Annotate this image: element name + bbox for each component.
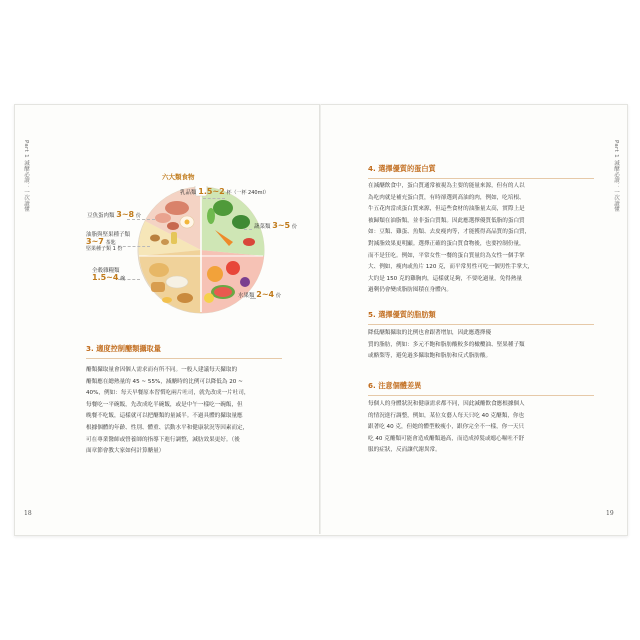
section-line: 質的脂肪，例如：多元不飽和脂肪酸較多的橄欖油、堅果種子類 [368, 341, 525, 348]
section-line: 40%，例如：每天早餐原本習慣吃兩片吐司，就先改成一片吐司， [86, 390, 250, 397]
section-line: 或酪梨等，避免過多攝取飽和脂肪和反式脂肪酸。 [368, 353, 492, 360]
section-line: 跟著吃 40 克，但她的體型較瘦小，跟你完全不一樣，你一天只 [368, 424, 525, 431]
section-6-body [368, 399, 594, 457]
section-line: 為吃肉就是補充蛋白質，有時卻選到高油的肉，例如，吃培根、 [368, 194, 525, 201]
leader-line-vegetables [244, 229, 252, 230]
plate-label-protein [87, 211, 141, 220]
oils-unit: 茶匙 [105, 240, 116, 247]
section-line: 吃 40 克醣類可能會造成醣類過高，而造成掉髮或噁心嘔吐不舒 [368, 435, 525, 442]
grains-value: 1.5~4 [92, 273, 119, 283]
dairy-unit: 杯（一杯 240ml） [226, 190, 269, 196]
section-line: 晚餐不吃飯，這樣就可以把醣類的量減半。不過具體的攝取量應 [86, 413, 243, 420]
plate-title: 六大類食物 [162, 173, 195, 181]
section-4-body [368, 181, 594, 297]
page-number-left: 18 [24, 510, 32, 517]
plate-label-grains [92, 268, 125, 283]
grains-unit: 碗 [120, 276, 126, 283]
section-line: 牛五花肉當成蛋白質來源，但這些食材的油脂量太高，實際上是 [368, 206, 525, 213]
section-line: 醣類攝取量會因個人需求而有所不同。一般人建議每天攝取的 [86, 367, 238, 373]
oils-extra: 堅果種子類 1 份 [86, 245, 123, 252]
oils-value: 3~7 [86, 237, 104, 247]
dairy-name: 乳品類 [180, 190, 197, 196]
leader-line-dairy [203, 198, 225, 199]
section-3-body [86, 365, 282, 458]
section-line: 醣類應在總熱量的 45 ~ 55%，減醣時的比例可以降低為 20 ~ [86, 378, 243, 385]
section-line: 如：豆類、雞蛋、魚類、去皮瘦肉等，才能獲得高品質的蛋白質， [368, 229, 531, 236]
section-line: 大、例如，瘦肉或魚片 120 克，而平常男性可吃一個男性手掌大， [368, 264, 534, 271]
protein-name: 豆魚蛋肉類 [87, 213, 115, 219]
section-4-heading: 4. 選擇優質的蛋白質 [368, 164, 594, 179]
section-line: 降低醣類攝取的比例也會跟著增加，因此應選擇優 [368, 330, 492, 336]
plate-label-fruits [238, 291, 281, 300]
oils-name: 油脂與堅果種子類 [86, 232, 131, 238]
fruits-name: 水果類 [238, 293, 255, 299]
vegetables-value: 3~5 [272, 221, 291, 230]
plate-label-oils [86, 232, 130, 252]
running-head-right: Part 1 減醣必讀：一次讀懂 [613, 140, 619, 213]
section-6-heading: 6. 注意個體差異 [368, 381, 594, 396]
fruits-unit: 份 [275, 293, 281, 299]
section-5-heading: 5. 選擇優質的脂肪類 [368, 310, 594, 325]
section-line: 而不是狂吃。例如，平常女性一餐的蛋白質量約為女性一個手掌 [368, 252, 525, 259]
section-line: 在減醣飲食中，蛋白質通常被視為主要的能量來源，但有的人以 [368, 183, 525, 189]
protein-value: 3~8 [116, 210, 135, 219]
section-line: 大約是 150 克的雞胸肉，這樣就足夠，不要吃過量，免得熱量 [368, 275, 523, 282]
vegetables-name: 蔬菜類 [254, 224, 271, 230]
vegetables-unit: 份 [291, 224, 297, 230]
section-line: 服的症狀，反而讓代謝異常。 [368, 447, 441, 454]
section-line: 的情況進行調整，例如，某位女藝人每天只吃 40 克醣類，你也 [368, 412, 525, 419]
section-line: 可在專業醫師或營養師的指導下進行調整，減肪效果更好。（後 [86, 436, 240, 443]
protein-unit: 份 [135, 213, 141, 219]
section-5-body [368, 328, 594, 363]
plate-label-vegetables [254, 222, 297, 231]
grains-name: 全穀雜糧類 [92, 268, 120, 274]
plate-label-dairy [180, 188, 269, 197]
section-line: 每餐吃一平碗飯，先改成吃半碗飯，或是中午一樣吃一碗飯，但 [86, 401, 243, 408]
page-number-right: 19 [606, 510, 614, 517]
book-gutter [319, 104, 321, 534]
section-line: 被歸類在油脂類，並非蛋白質類。因此應選擇優質低脂的蛋白質 [368, 217, 525, 224]
fruits-value: 2~4 [256, 290, 275, 299]
running-head-left: Part 1 減醣必讀：一次讀懂 [23, 140, 29, 213]
section-line: 根據個體的年齡、性別、體重、活動水平和健康狀況等因素而定， [86, 424, 249, 431]
section-line: 過剩仍會變成脂肪囤積在身體內。 [368, 287, 452, 294]
section-line: 面章節會教大家如何計算醣量） [86, 448, 165, 455]
section-3-heading: 3. 適度控制醣類攝取量 [86, 344, 282, 359]
section-line: 對減脂效果更明顯。選擇正確的蛋白質食物後，也要控制份量， [368, 240, 525, 247]
dairy-value: 1.5~2 [198, 187, 225, 196]
section-line: 每個人的身體狀況和健康需求都不同，因此減醣飲食應根據個人 [368, 401, 525, 407]
